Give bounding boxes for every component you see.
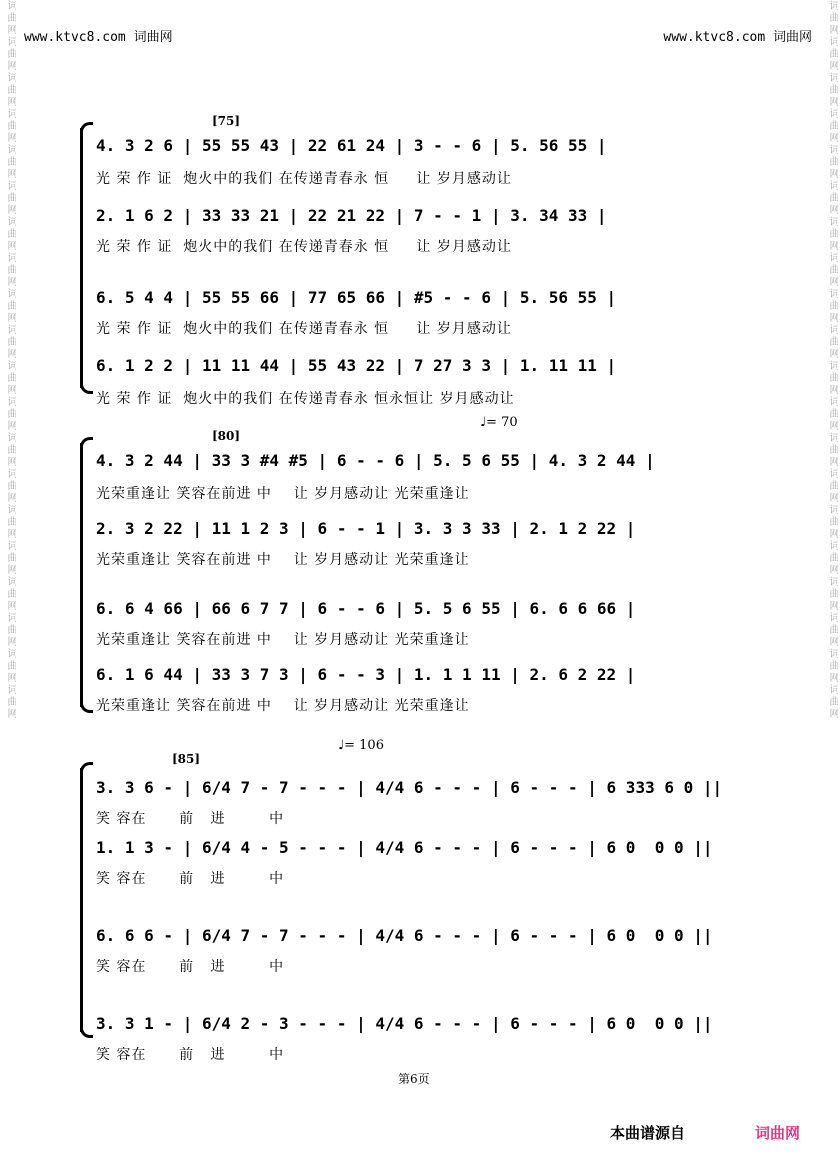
system-2	[80, 415, 770, 715]
lyric-row: 光 荣 作 证 炮火中的我们 在传递青春永 恒 让 岁月感动让	[96, 239, 512, 255]
lyric-row: 光 荣 作 证 炮火中的我们 在传递青春永 恒永恒让 岁月感动让	[96, 391, 515, 407]
staff-row: 2. 3 2 22 | 11 1 2 3 | 6 - - 1 | 3. 3 3 33 | 2. 1 2 22 |	[96, 519, 636, 538]
lyric-row: 光 荣 作 证 炮火中的我们 在传递青春永 恒 让 岁月感动让	[96, 321, 512, 337]
header-site-left: www.ktvc8.com 词曲网	[24, 30, 173, 45]
staff-row: 1. 1 3 - | 6/4 4 - 5 - - - | 4/4 6 - - - | 6 - - - | 6 0 0 0 ||	[96, 838, 713, 857]
staff-row: 3. 3 1 - | 6/4 2 - 3 - - - | 4/4 6 - - - | 6 - - - | 6 0 0 0 ||	[96, 1014, 713, 1033]
lyric-row: 笑 容在 前 进 中	[96, 871, 285, 887]
tempo-marking: ♩= 70	[480, 415, 518, 430]
rehearsal-mark: [80]	[212, 429, 241, 443]
lyric-row: 光荣重逢让 笑容在前进 中 让 岁月感动让 光荣重逢让	[96, 698, 470, 714]
system-bracket	[80, 768, 83, 1032]
footer-source-label: 本曲谱源自	[610, 1124, 686, 1142]
lyric-row: 笑 容在 前 进 中	[96, 1047, 285, 1063]
staff-row: 6. 6 6 - | 6/4 7 - 7 - - - | 4/4 6 - - - | 6 - - - | 6 0 0 0 ||	[96, 926, 713, 945]
tempo-marking: ♩= 106	[338, 738, 384, 753]
staff-row: 6. 1 6 44 | 33 3 7 3 | 6 - - 3 | 1. 1 1 11 | 2. 6 2 22 |	[96, 665, 636, 684]
watermark-left: 词曲网词曲网词曲网词曲网词曲网词曲网词曲网词曲网词曲网词曲网词曲网词曲网词曲网词曲网词曲网词曲网词曲网词曲网词曲网词曲网	[5, 0, 16, 720]
header-site-right: www.ktvc8.com 词曲网	[663, 30, 812, 45]
watermark-right: 词曲网词曲网词曲网词曲网词曲网词曲网词曲网词曲网词曲网词曲网词曲网词曲网词曲网词曲网词曲网词曲网词曲网词曲网词曲网词曲网	[827, 0, 838, 720]
staff-row: 4. 3 2 44 | 33 3 #4 #5 | 6 - - 6 | 5. 5 6 55 | 4. 3 2 44 |	[96, 451, 655, 470]
page-number: 第6页	[398, 1072, 430, 1086]
rehearsal-mark: [85]	[172, 752, 201, 766]
lyric-row: 光荣重逢让 笑容在前进 中 让 岁月感动让 光荣重逢让	[96, 552, 470, 568]
staff-row: 6. 5 4 4 | 55 55 66 | 77 65 66 | #5 - - 6 | 5. 56 55 |	[96, 288, 617, 307]
lyric-row: 笑 容在 前 进 中	[96, 959, 285, 975]
lyric-row: 光荣重逢让 笑容在前进 中 让 岁月感动让 光荣重逢让	[96, 632, 470, 648]
rehearsal-mark: [75]	[212, 114, 241, 128]
system-bracket	[80, 128, 83, 388]
footer-logo: 词曲网	[755, 1124, 801, 1142]
staff-row: 3. 3 6 - | 6/4 7 - 7 - - - | 4/4 6 - - - | 6 - - - | 6 333 6 0 ||	[96, 778, 723, 797]
lyric-row: 光荣重逢让 笑容在前进 中 让 岁月感动让 光荣重逢让	[96, 486, 470, 502]
staff-row: 6. 6 4 66 | 66 6 7 7 | 6 - - 6 | 5. 5 6 55 | 6. 6 6 66 |	[96, 599, 636, 618]
system-bracket	[80, 443, 83, 707]
system-3	[80, 738, 770, 1068]
staff-row: 2. 1 6 2 | 33 33 21 | 22 21 22 | 7 - - 1 | 3. 34 33 |	[96, 206, 607, 225]
lyric-row: 笑 容在 前 进 中	[96, 811, 285, 827]
lyric-row: 光 荣 作 证 炮火中的我们 在传递青春永 恒 让 岁月感动让	[96, 171, 512, 187]
staff-row: 4. 3 2 6 | 55 55 43 | 22 61 24 | 3 - - 6 | 5. 56 55 |	[96, 136, 607, 155]
staff-row: 6. 1 2 2 | 11 11 44 | 55 43 22 | 7 27 3 3 | 1. 11 11 |	[96, 356, 617, 375]
system-1	[80, 90, 770, 410]
